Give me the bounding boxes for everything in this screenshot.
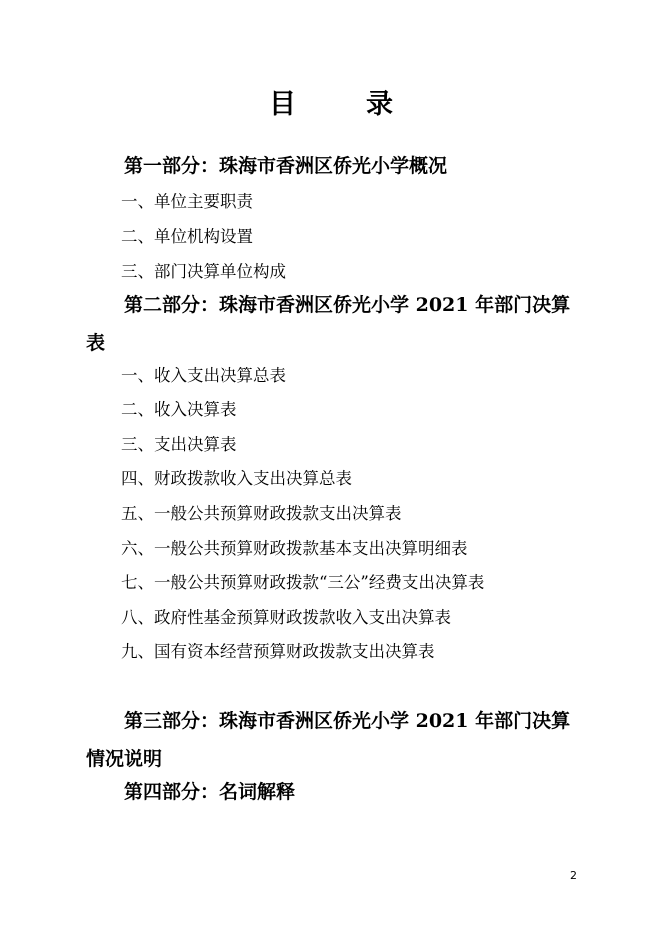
part2-item-2: 二、收入决算表 [121,400,237,419]
part2-item-1: 一、收入支出决算总表 [121,366,286,385]
part2-item-3: 三、支出决算表 [121,435,237,454]
part2-item-5: 五、一般公共预算财政拨款支出决算表 [121,504,402,523]
part2-item-9: 九、国有资本经营预算财政拨款支出决算表 [121,642,435,661]
part3-heading: 第三部分：珠海市香洲区侨光小学 2021 年部门决算情况说明 [86,710,571,770]
part2-item-6: 六、一般公共预算财政拨款基本支出决算明细表 [121,539,468,558]
part2-heading: 第二部分：珠海市香洲区侨光小学 2021 年部门决算表 [86,294,571,354]
part1-item-1: 一、单位主要职责 [121,192,253,211]
part2-item-7: 七、一般公共预算财政拨款“三公”经费支出决算表 [121,573,485,592]
part2-item-8: 八、政府性基金预算财政拨款收入支出决算表 [121,608,451,627]
page-title [0,82,662,121]
part1-item-3: 三、部门决算单位构成 [121,262,286,281]
title-char-2: 录 [366,89,393,120]
part2-item-4: 四、财政拨款收入支出决算总表 [121,469,352,488]
part1-item-2: 二、单位机构设置 [121,227,253,246]
title-char-1: 目 [269,89,296,120]
part4-heading: 第四部分：名词解释 [124,781,296,803]
page-number: 2 [570,869,577,882]
part1-heading: 第一部分：珠海市香洲区侨光小学概况 [124,155,448,177]
